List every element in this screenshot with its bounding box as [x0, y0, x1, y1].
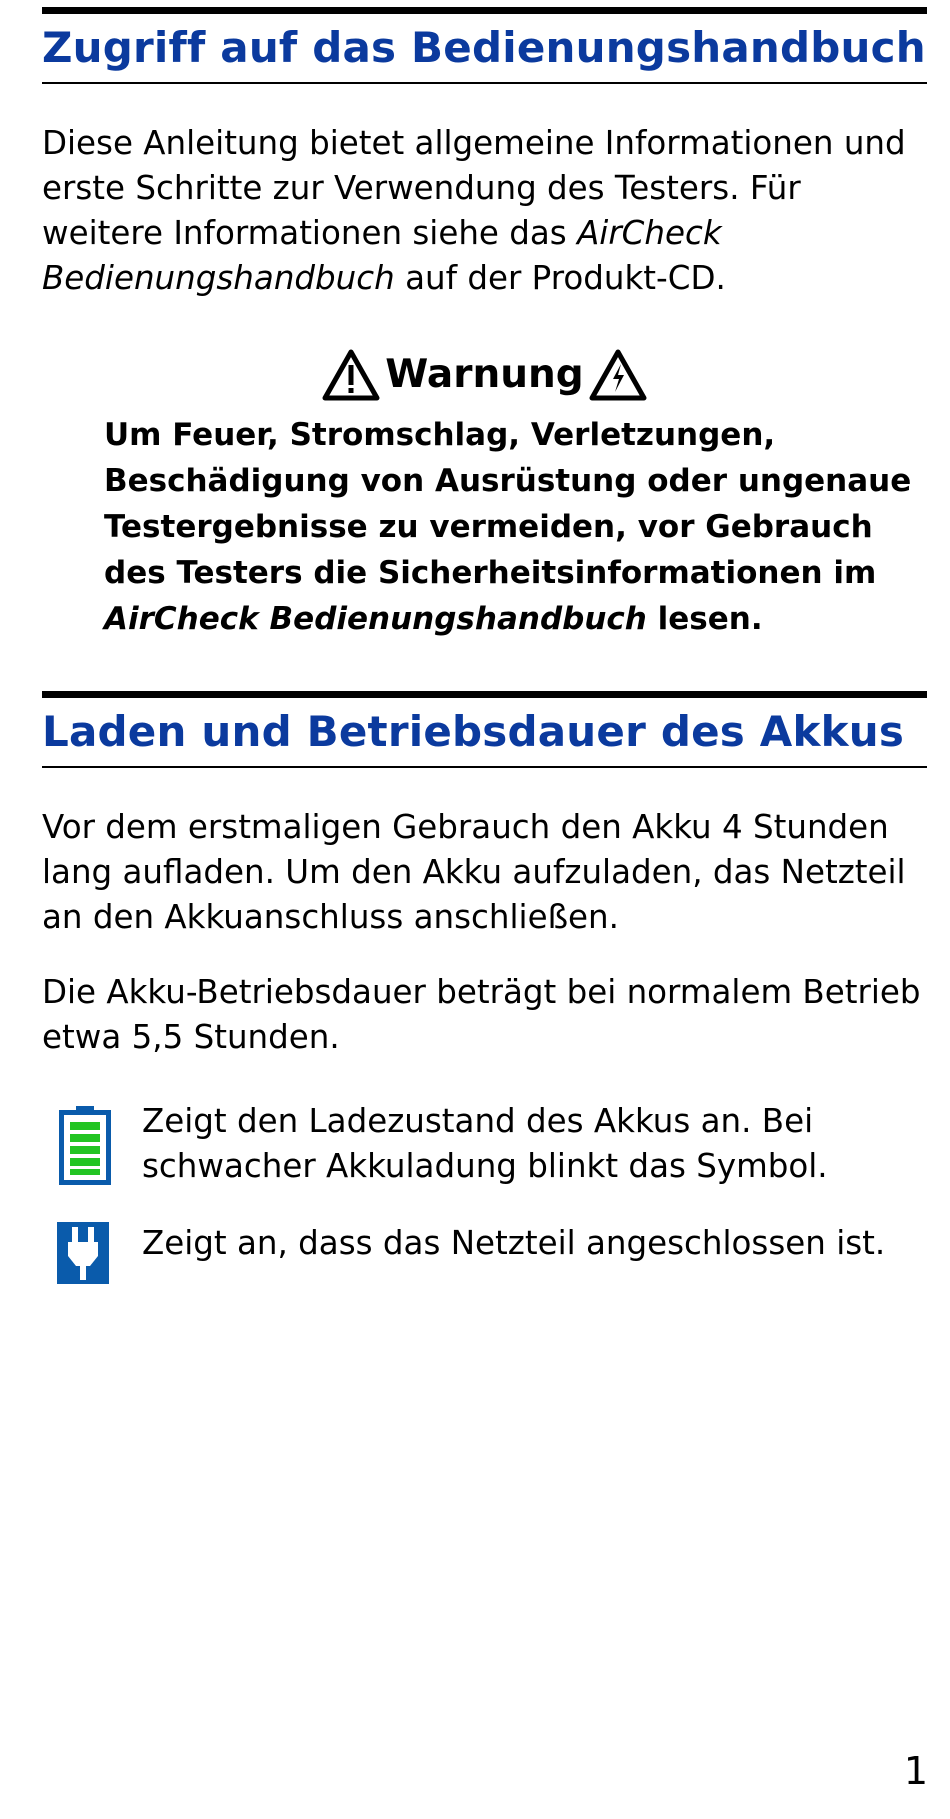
section-title: Zugriff auf das Bedienungshandbuch: [42, 23, 926, 72]
warning-text: [104, 412, 927, 642]
warning-title: Warnung: [385, 352, 584, 397]
charging-paragraph: Vor dem erstmaligen Gebrauch den Akku 4 Stunden lang aufladen. Um den Akku aufzuladen, das Netzteil an den Akkuanschluss anschließen.: [42, 808, 906, 936]
manual-title-reference: AirCheck Bedienungshandbuch: [42, 214, 722, 297]
runtime-paragraph: Die Akku-Betriebsdauer beträgt bei normalem Betrieb etwa 5,5 Stunden.: [42, 973, 921, 1056]
section-title-underline: [42, 82, 927, 84]
section-top-rule: [42, 7, 927, 14]
warning-block: [42, 346, 927, 642]
warning-heading: [42, 346, 927, 404]
warning-text-main: Um Feuer, Stromschlag, Verletzungen, Beschädigung von Ausrüstung oder ungenaue Testergebnisse zu vermeiden, vor Gebrauch des Testers die Sicherheitsinformationen im: [104, 417, 912, 591]
battery-icon-description: Zeigt den Ladezustand des Akkus an. Bei schwacher Akkuladung blinkt das Symbol.: [142, 1102, 828, 1185]
warning-triangle-icon: [321, 348, 381, 402]
section-title: Laden und Betriebsdauer des Akkus: [42, 707, 905, 756]
warning-manual-reference: AirCheck Bedienungshandbuch: [104, 601, 647, 637]
warning-text-end: lesen.: [646, 601, 763, 637]
manual-page: [42, 0, 927, 1284]
section-access-manual: [42, 7, 927, 301]
intro-paragraph: [42, 121, 927, 301]
section-title-underline: [42, 766, 927, 768]
section-battery: [42, 691, 927, 1284]
icon-description-row: [42, 1102, 927, 1189]
page-number: 1: [903, 1749, 928, 1793]
section-top-rule: [42, 691, 927, 698]
ac-adapter-plug-icon: [57, 1222, 109, 1284]
electric-shock-icon: [588, 348, 648, 402]
intro-text: Diese Anleitung bietet allgemeine Informationen und erste Schritte zur Verwendung des Testers. Für weitere Informationen siehe das: [42, 124, 906, 252]
adapter-icon-description: Zeigt an, dass das Netzteil angeschlossen ist.: [142, 1224, 886, 1262]
icon-description-row: [42, 1222, 927, 1284]
intro-text-end: auf der Produkt-CD.: [394, 259, 726, 297]
battery-icon: [59, 1105, 111, 1185]
